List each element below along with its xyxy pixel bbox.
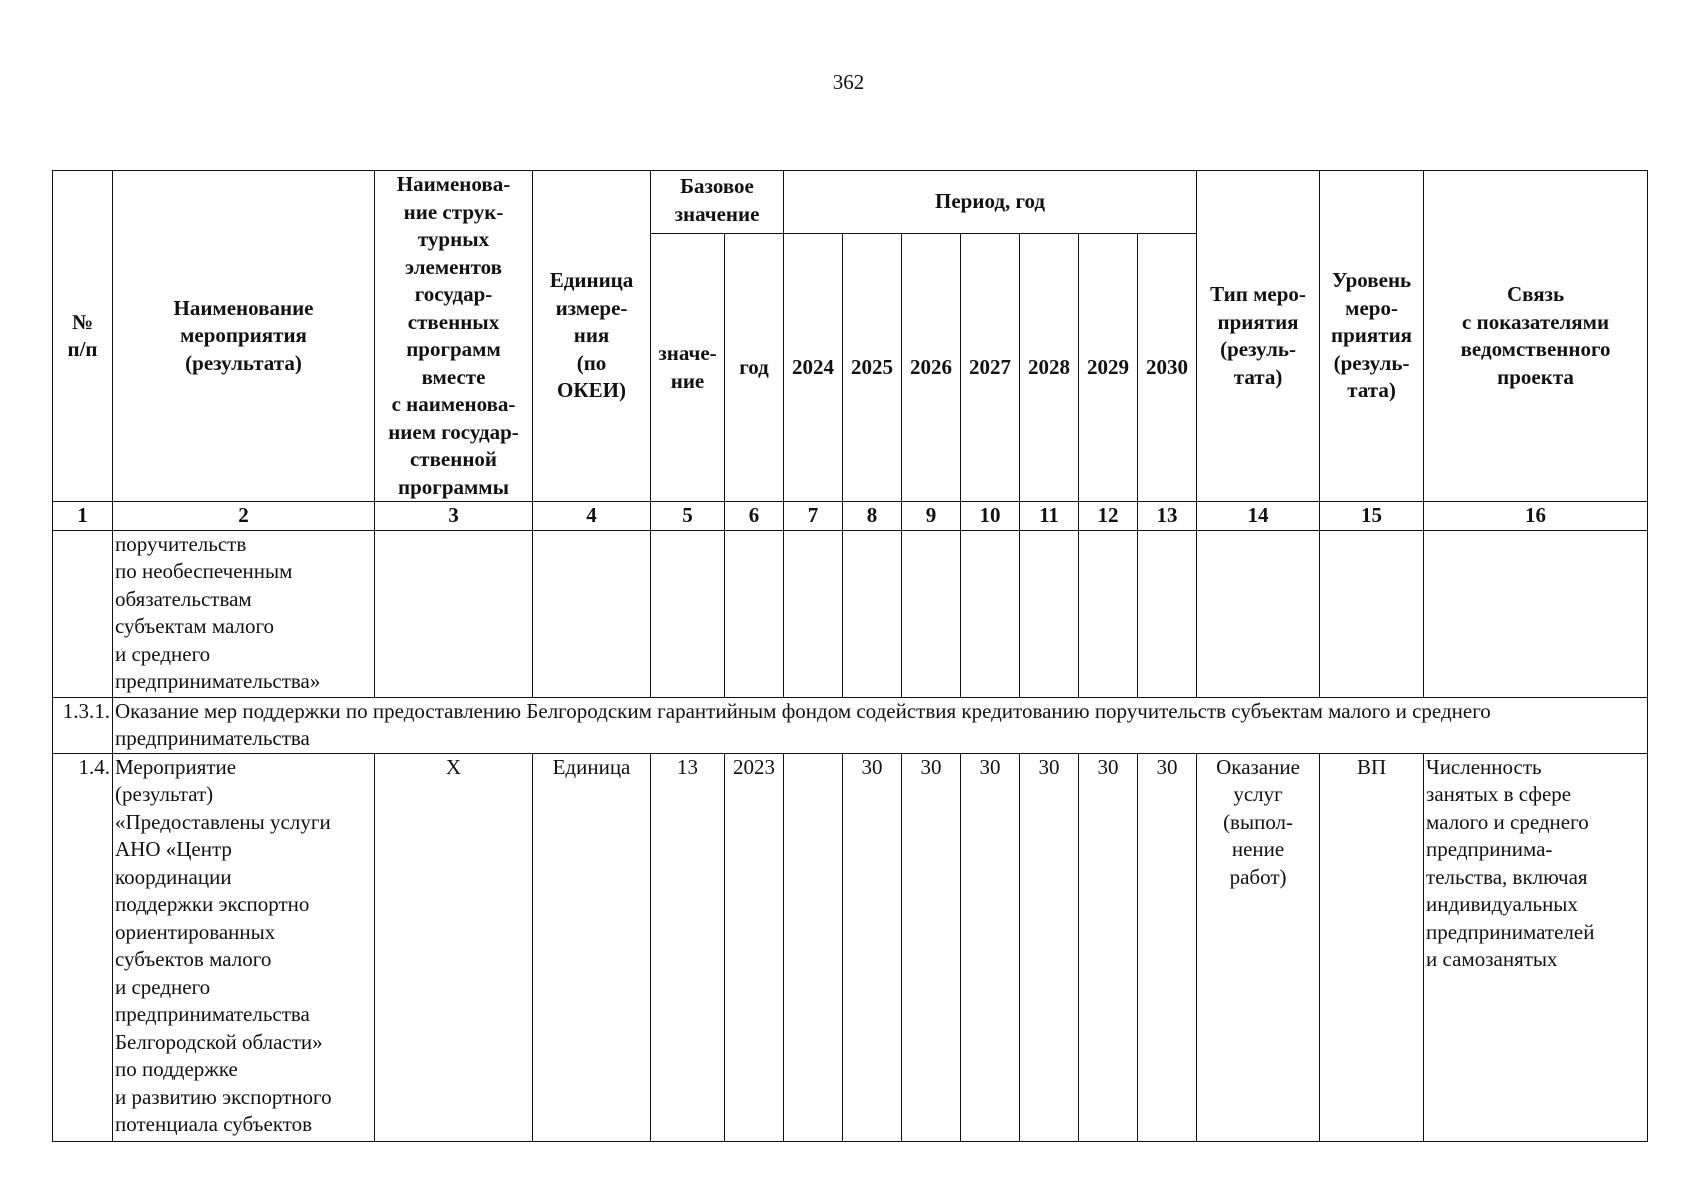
cell-num: 1.4. [53,753,113,1141]
cell-2030 [1138,530,1197,697]
header-type: Тип меро- приятия (резуль- тата) [1197,171,1320,502]
cell-2025 [843,530,902,697]
col-number: 4 [533,502,651,531]
cell-2028: 30 [1020,753,1079,1141]
cell-level [1320,530,1424,697]
section-num: 1.3.1. [53,697,113,753]
cell-type [1197,530,1320,697]
header-period-group: Период, год [784,171,1197,234]
cell-2028 [1020,530,1079,697]
header-year-2028: 2028 [1020,234,1079,502]
col-number: 13 [1138,502,1197,531]
col-number: 8 [843,502,902,531]
cell-name: поручительств по необеспеченным обязательствам субъектам малого и среднего предпринимательства» [113,530,375,697]
cell-2024 [784,530,843,697]
col-number: 14 [1197,502,1320,531]
cell-2025: 30 [843,753,902,1141]
cell-2024 [784,753,843,1141]
cell-2030: 30 [1138,753,1197,1141]
cell-unit [533,530,651,697]
cell-link [1424,530,1648,697]
col-number: 3 [375,502,533,531]
cell-name: Мероприятие (результат) «Предоставлены услуги АНО «Центр координации поддержки экспортно ориентированных субъектов малого и среднего предпринимательства Белгородской области» по поддержке и развитию экспортного потенциала субъектов [113,753,375,1141]
cell-2027 [961,530,1020,697]
col-number: 1 [53,502,113,531]
cell-unit: Единица [533,753,651,1141]
header-base-value: значе- ние [651,234,725,502]
col-number: 10 [961,502,1020,531]
col-number: 9 [902,502,961,531]
col-number: 16 [1424,502,1648,531]
header-base-group: Базовое значение [651,171,784,234]
col-number: 12 [1079,502,1138,531]
page-number: 362 [832,70,865,94]
measures-table [52,170,1648,1142]
col-number: 11 [1020,502,1079,531]
cell-type: Оказание услуг (выпол- нение работ) [1197,753,1320,1141]
cell-2029: 30 [1079,753,1138,1141]
cell-2029 [1079,530,1138,697]
cell-num [53,530,113,697]
col-number: 6 [725,502,784,531]
header-year-2024: 2024 [784,234,843,502]
section-row [53,697,1648,753]
header-year-2029: 2029 [1079,234,1138,502]
table-row [53,753,1648,1141]
cell-struct: Х [375,753,533,1141]
header-num: № п/п [53,171,113,502]
header-base-year: год [725,234,784,502]
header-name: Наименование мероприятия (результата) [113,171,375,502]
header-year-2027: 2027 [961,234,1020,502]
header-year-2026: 2026 [902,234,961,502]
col-number: 2 [113,502,375,531]
cell-level: ВП [1320,753,1424,1141]
col-number: 5 [651,502,725,531]
cell-base-value: 13 [651,753,725,1141]
cell-link: Численность занятых в сфере малого и среднего предпринима- тельства, включая индивидуальных предпринимателей и самозанятых [1424,753,1648,1141]
header-year-2025: 2025 [843,234,902,502]
section-title: Оказание мер поддержки по предоставлению Белгородским гарантийным фондом содействия кредитованию поручительств субъектам малого и среднего предпринимательства [113,697,1648,753]
cell-2026 [902,530,961,697]
cell-base-year [725,530,784,697]
cell-base-year: 2023 [725,753,784,1141]
header-unit: Единица измере- ния (по ОКЕИ) [533,171,651,502]
header-level: Уровень меро- приятия (резуль- тата) [1320,171,1424,502]
table-row [53,530,1648,697]
cell-base-value [651,530,725,697]
cell-struct [375,530,533,697]
cell-2027: 30 [961,753,1020,1141]
header-link: Связь с показателями ведомственного проекта [1424,171,1648,502]
header-year-2030: 2030 [1138,234,1197,502]
col-number: 7 [784,502,843,531]
col-number: 15 [1320,502,1424,531]
cell-2026: 30 [902,753,961,1141]
header-struct: Наименова- ние струк- турных элементов государ- ственных программ вместе с наименова- нием государ- ственной программы [375,171,533,502]
